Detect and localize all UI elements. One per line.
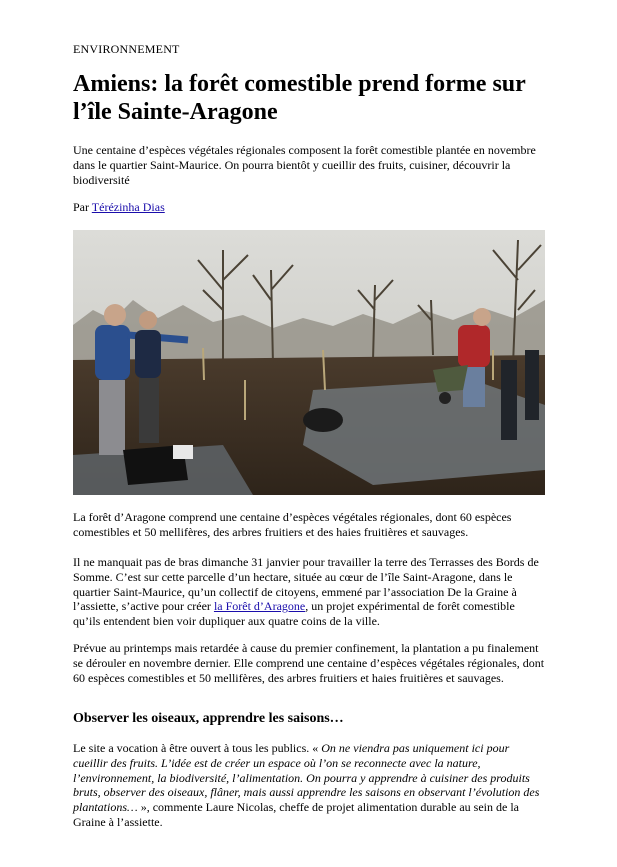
author-link[interactable]: Térézinha Dias <box>91 200 165 214</box>
byline-prefix: Par <box>73 200 89 214</box>
paragraph-2: Prévue au printemps mais retardée à cause du premier confinement, la plantation a pu finalement se dérouler en novembre dernier. Elle comprend une centaine d’espèces végétales régionales, dont 60 espèces comestibles et 50 mellifères, des arbres fruitiers et haies fruitières et sauvages. <box>73 641 545 685</box>
quote-text: On ne viendra pas uniquement ici pour cueillir des fruits. L’idée est de créer un espace où l’on se reconnecte avec la nature, l’environnement, la biodiversité, l’alimentation. On pourra y apprendre à cuisiner des produits bruts, observer des oiseaux, flâner, mais aussi apprendre les saisons en observant l’évolution des plantations… <box>73 741 540 815</box>
article-title: Amiens: la forêt comestible prend forme sur l’île Sainte-Aragone <box>73 71 526 125</box>
article-lead: Une centaine d’espèces végétales régionales composent la forêt comestible plantée en novembre dans le quartier Saint-Maurice. On pourra bientôt y cueillir des fruits, cuisiner, découvrir la biodiversité <box>73 143 536 187</box>
paragraph-1-text-end: , un projet expérimental de forêt comestible qu’ils entendent bien voir dupliquer aux quatre coins de la ville. <box>73 599 515 629</box>
foret-aragone-link[interactable]: la Forêt d’Aragone <box>213 599 306 614</box>
photo-illustration <box>73 230 545 495</box>
paragraph-1-text: Il ne manquait pas de bras dimanche 31 janvier pour travailler la terre des Terrasses des Bords de Somme. C’est sur cette parcelle d’un hectare, située au cœur de l’île Saint-Aragone, dans le quartier Saint-Maurice, qu’un collectif de citoyens, emmené par l’association De la Graine à l’assiette, s’active pour créer <box>73 555 539 614</box>
section-label: ENVIRONNEMENT <box>73 42 180 56</box>
photo-caption: La forêt d’Aragone comprend une centaine d’espèces végétales régionales, dont 60 espèces comestibles et 50 mellifères, des arbres fruitiers et des haies fruitières et sauvages. <box>73 510 512 539</box>
article-photo <box>73 230 545 495</box>
section-subheading: Observer les oiseaux, apprendre les saisons… <box>73 711 344 726</box>
paragraph-3-intro: Le site a vocation à être ouvert à tous les publics. « <box>73 741 322 755</box>
paragraph-3-outro: », commente Laure Nicolas, cheffe de projet alimentation durable au sein de la Graine à l’assiette. <box>73 800 519 829</box>
paragraph-1 <box>73 555 545 629</box>
byline <box>73 200 165 215</box>
paragraph-3 <box>73 741 545 830</box>
